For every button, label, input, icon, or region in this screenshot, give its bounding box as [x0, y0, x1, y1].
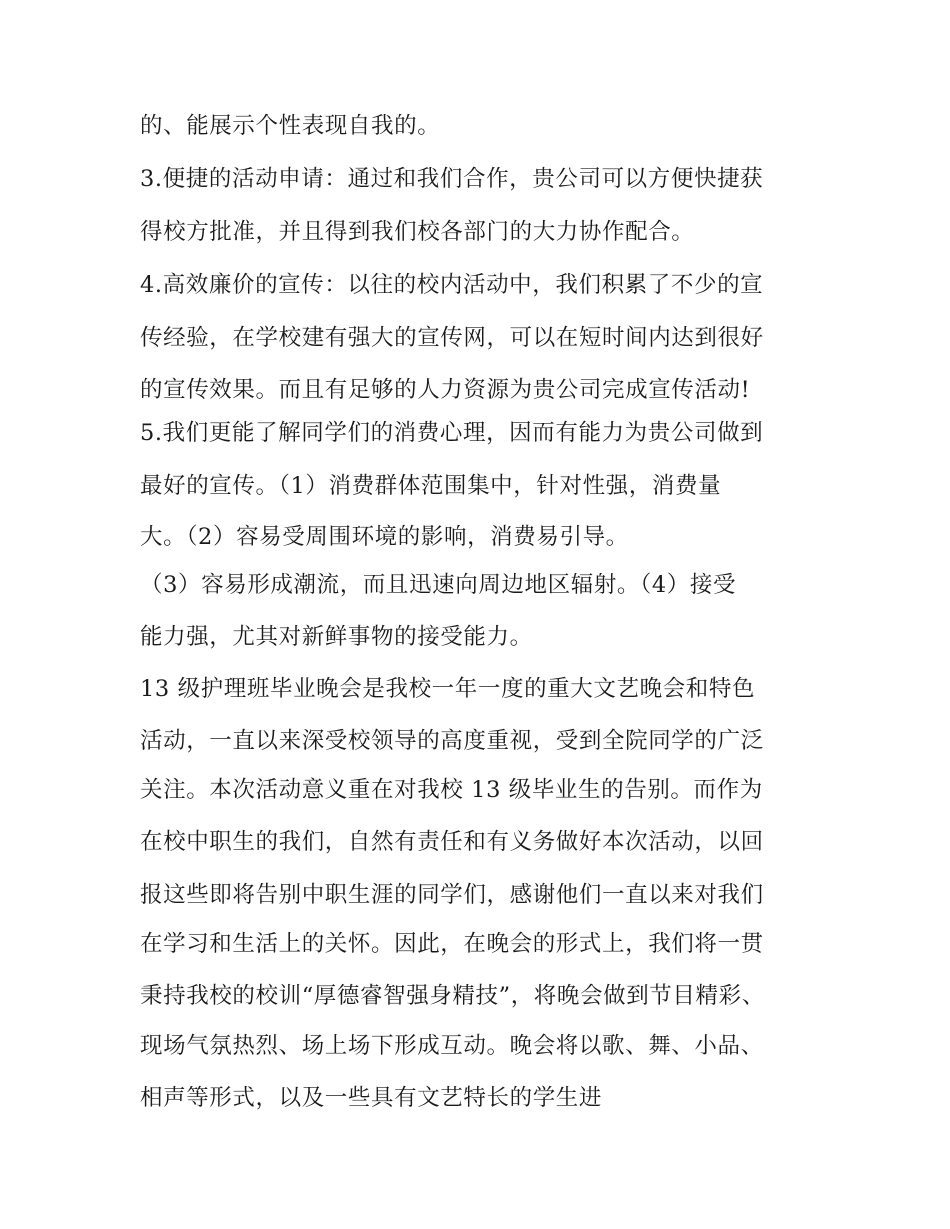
text-line: 大。（2）容易受周围环境的影响，消费易引导。 [140, 524, 629, 550]
text-line: 的、能展示个性表现自我的。 [140, 113, 441, 139]
text-line: 现场气氛热烈、场上场下形成互动。晚会将以歌、舞、小品、 [140, 1033, 764, 1059]
text-line: 13 级护理班毕业晚会是我校一年一度的重大文艺晚会和特色 [140, 676, 756, 702]
text-line: 的宣传效果。而且有足够的人力资源为贵公司完成宣传活动! [140, 377, 751, 403]
text-line: 秉持我校的校训“厚德睿智强身精技”，将晚会做到节目精彩、 [140, 983, 765, 1009]
text-line: 得校方批准，并且得到我们校各部门的大力协作配合。 [140, 219, 695, 245]
text-line: 相声等形式，以及一些具有文艺特长的学生进 [140, 1085, 603, 1111]
text-line: 在校中职生的我们，自然有责任和有义务做好本次活动，以回 [140, 829, 764, 855]
text-line: 5.我们更能了解同学们的消费心理，因而有能力为贵公司做到 [140, 420, 764, 446]
text-line: 传经验，在学校建有强大的宣传网，可以在短时间内达到很好 [140, 325, 764, 351]
text-line: 报这些即将告别中职生涯的同学们，感谢他们一直以来对我们 [140, 882, 764, 908]
text-line: （3）容易形成潮流，而且迅速向周边地区辐射。（4）接受 [140, 572, 737, 598]
text-line: 3.便捷的活动申请：通过和我们合作，贵公司可以方便快捷获 [140, 166, 764, 192]
text-line: 能力强，尤其对新鲜事物的接受能力。 [140, 624, 533, 650]
text-line: 最好的宣传。（1）消费群体范围集中，针对性强，消费量 [140, 473, 722, 499]
text-line: 关注。本次活动意义重在对我校 13 级毕业生的告别。而作为 [140, 777, 763, 803]
text-line: 4.高效廉价的宣传：以往的校内活动中，我们积累了不少的宣 [140, 272, 764, 298]
text-line: 在学习和生活上的关怀。因此，在晚会的形式上，我们将一贯 [140, 931, 764, 957]
text-line: 活动，一直以来深受校领导的高度重视，受到全院同学的广泛 [140, 728, 764, 754]
